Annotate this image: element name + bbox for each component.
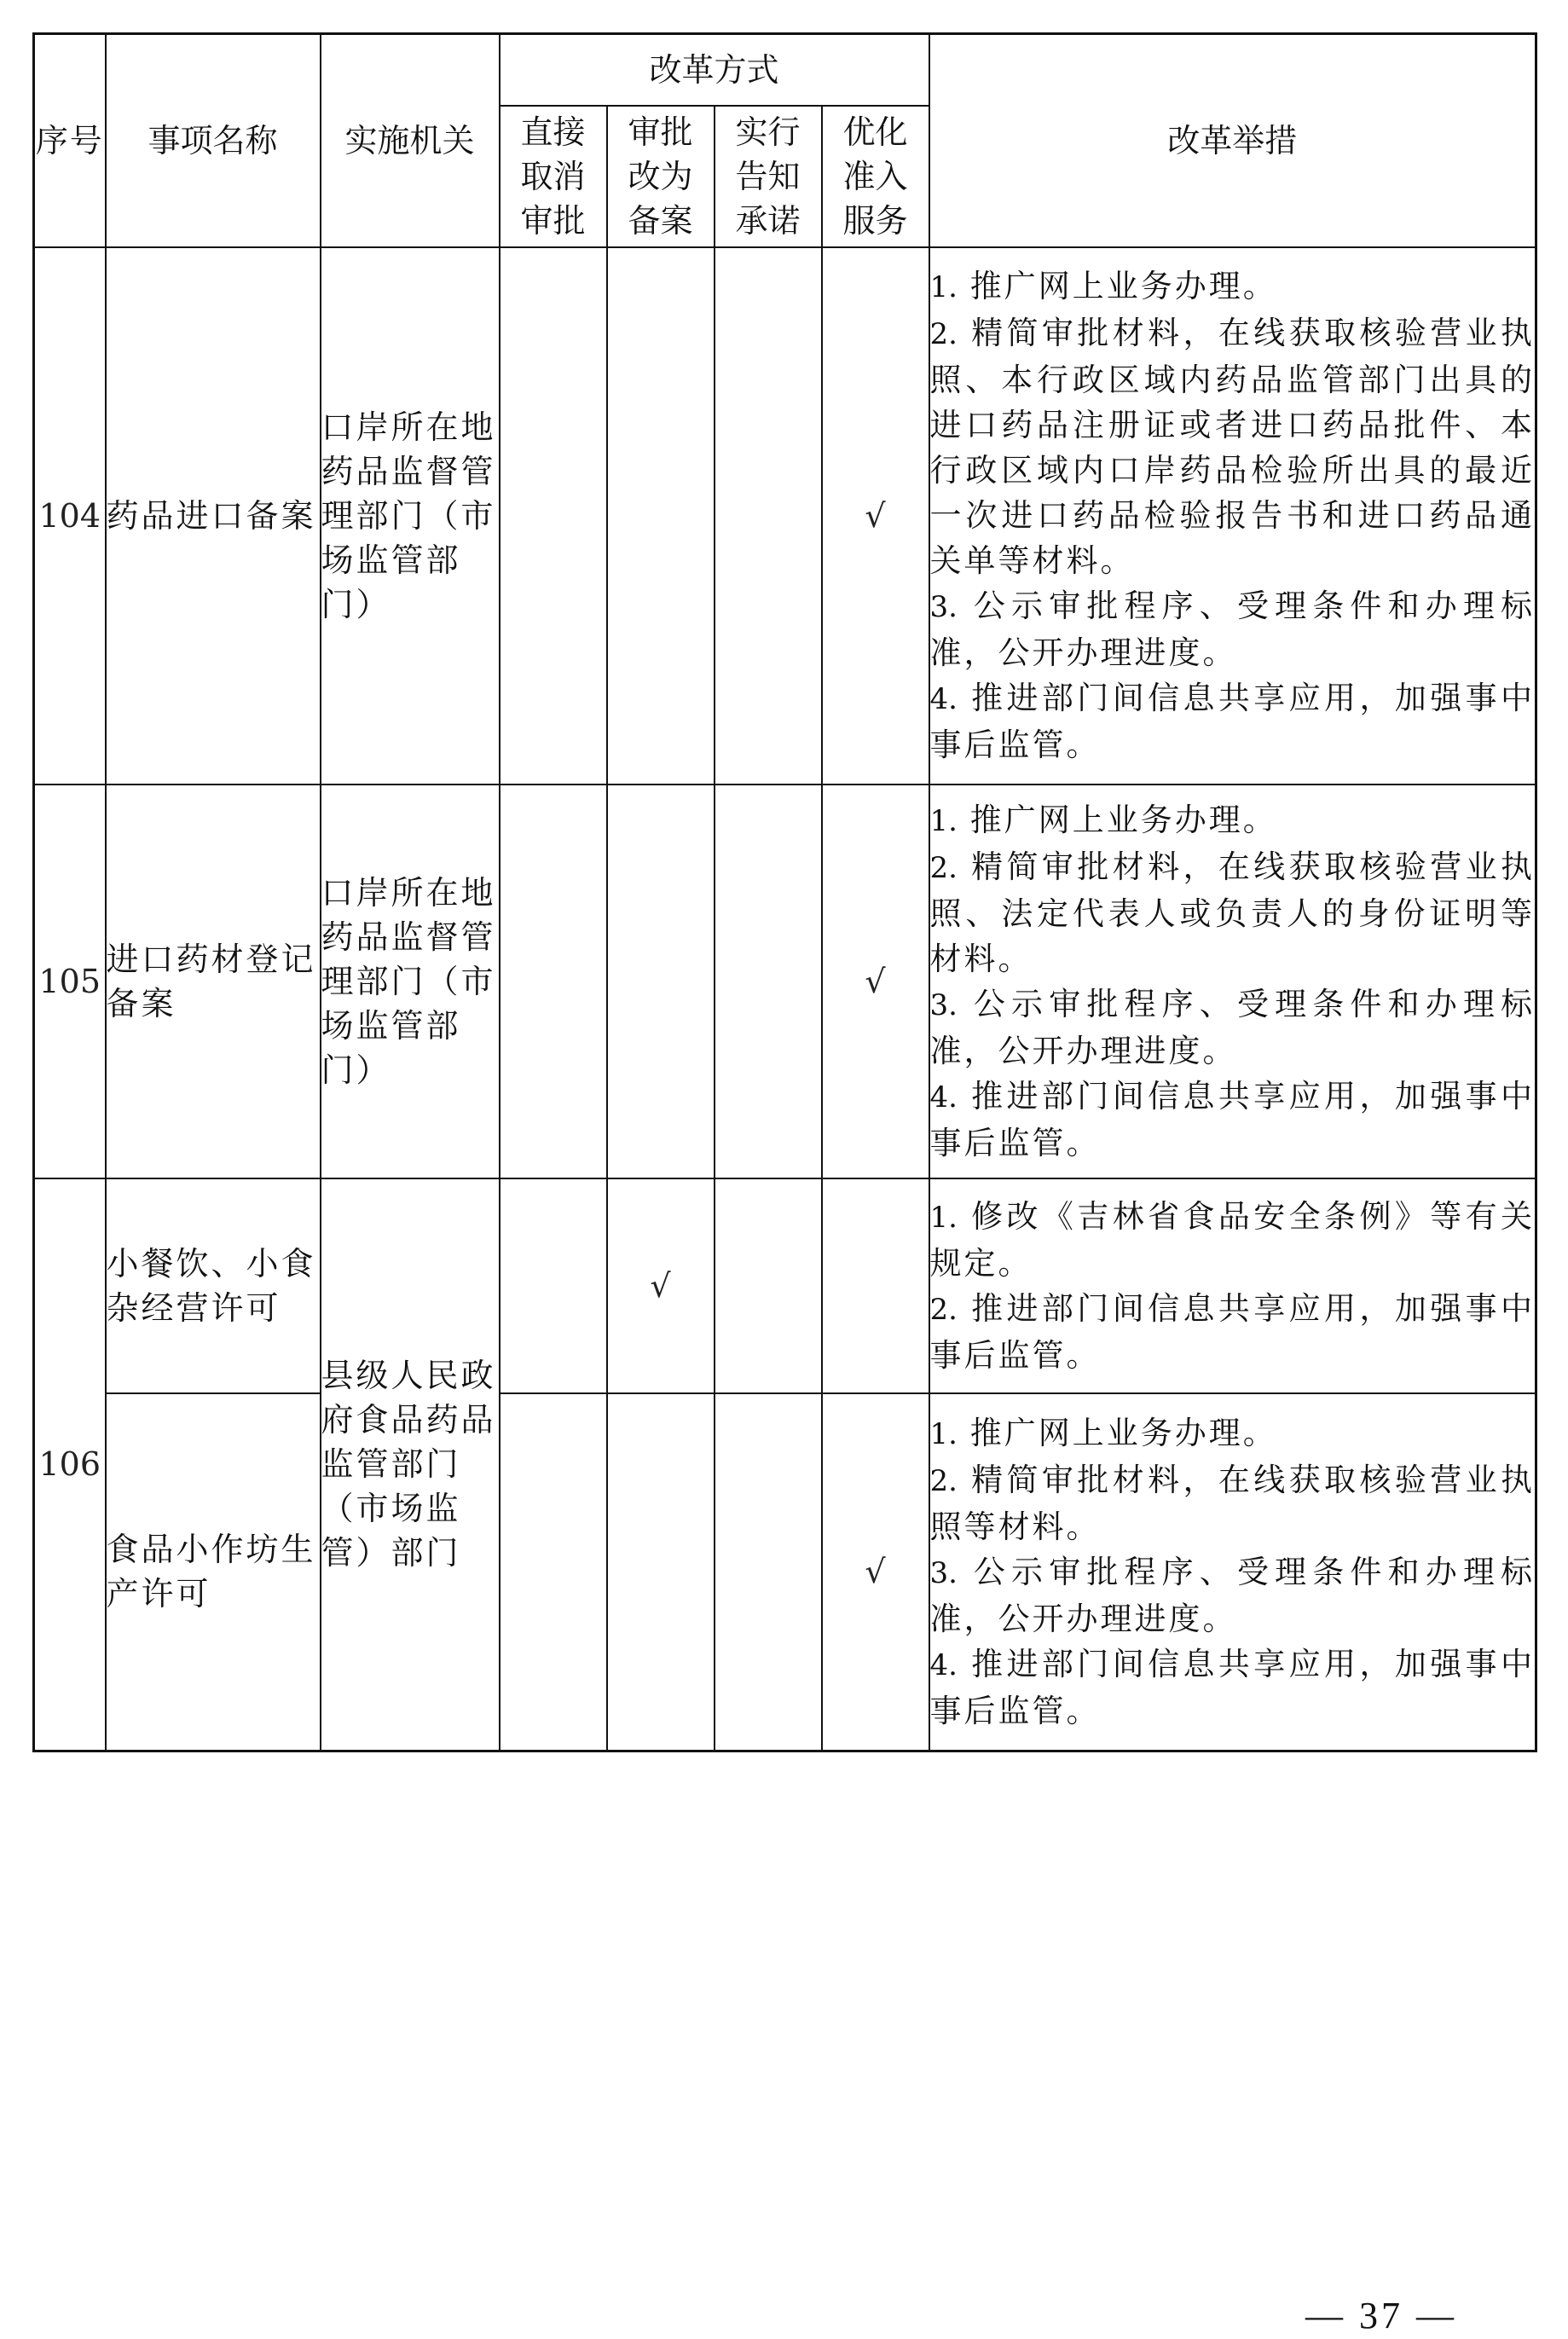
measure-item: 4. 推进部门间信息共享应用，加强事中事后监管。	[929, 1077, 1536, 1161]
header-mode-filing: 审批 改为 备案	[607, 106, 715, 247]
row-seq: 106	[34, 1178, 106, 1751]
row-agency: 口岸所在地药品监督管理部门（市场监管部门）	[321, 247, 500, 784]
row-measures	[929, 1178, 1536, 1393]
mark-filing: √	[607, 1178, 715, 1393]
header-agency: 实施机关	[321, 34, 500, 247]
row-agency: 口岸所在地药品监督管理部门（市场监管部门）	[321, 784, 500, 1178]
measure-item: 4. 推进部门间信息共享应用，加强事中事后监管。	[929, 680, 1536, 763]
mark-filing	[607, 784, 715, 1178]
header-mode-commitment: 实行 告知 承诺	[715, 106, 822, 247]
row-measures	[929, 784, 1536, 1178]
mark-optimize: √	[822, 247, 929, 784]
row-agency: 县级人民政府食品药品监管部门（市场监管）部门	[321, 1178, 500, 1751]
table-row	[34, 1178, 1536, 1393]
mark-commitment	[715, 1393, 822, 1751]
measure-item: 3. 公示审批程序、受理条件和办理标准，公开办理进度。	[929, 985, 1536, 1069]
row-item-name: 进口药材登记备案	[106, 784, 321, 1178]
measure-item: 4. 推进部门间信息共享应用，加强事中事后监管。	[929, 1645, 1536, 1729]
page-number: — 37 —	[1305, 2295, 1457, 2336]
table-row	[34, 247, 1536, 784]
reform-measures-table	[32, 32, 1537, 1752]
measure-item: 2. 推进部门间信息共享应用，加强事中事后监管。	[929, 1289, 1536, 1374]
header-seq: 序号	[34, 34, 106, 247]
measure-item: 2. 精简审批材料，在线获取核验营业执照、法定代表人或负责人的身份证明等材料。	[929, 848, 1536, 977]
mark-filing	[607, 247, 715, 784]
mark-commitment	[715, 247, 822, 784]
row-seq: 105	[34, 784, 106, 1178]
header-mode-cancel: 直接 取消 审批	[500, 106, 607, 247]
measure-item: 3. 公示审批程序、受理条件和办理标准，公开办理进度。	[929, 1553, 1536, 1637]
mark-cancel	[500, 1393, 607, 1751]
mark-optimize	[822, 1178, 929, 1393]
mark-cancel	[500, 247, 607, 784]
mark-cancel	[500, 1178, 607, 1393]
row-item-name: 小餐饮、小食杂经营许可	[106, 1178, 321, 1393]
measure-item: 2. 精简审批材料，在线获取核验营业执照等材料。	[929, 1461, 1536, 1545]
measure-item: 1. 推广网上业务办理。	[929, 801, 1277, 838]
header-item-name: 事项名称	[106, 34, 321, 247]
table-row	[34, 1393, 1536, 1751]
table-row	[34, 784, 1536, 1178]
mark-optimize: √	[822, 784, 929, 1178]
mark-commitment	[715, 784, 822, 1178]
mark-optimize: √	[822, 1393, 929, 1751]
header-reform-mode: 改革方式	[500, 34, 929, 106]
row-item-name: 药品进口备案	[106, 247, 321, 784]
header-measures: 改革举措	[929, 34, 1536, 247]
measure-item: 3. 公示审批程序、受理条件和办理标准，公开办理进度。	[929, 588, 1536, 671]
row-item-name: 食品小作坊生产许可	[106, 1393, 321, 1751]
mark-commitment	[715, 1178, 822, 1393]
measure-item: 1. 推广网上业务办理。	[929, 1414, 1277, 1451]
measure-item: 1. 推广网上业务办理。	[929, 268, 1277, 304]
row-measures	[929, 247, 1536, 784]
mark-filing	[607, 1393, 715, 1751]
header-mode-optimize: 优化 准入 服务	[822, 106, 929, 247]
measure-item: 1. 修改《吉林省食品安全条例》等有关规定。	[929, 1197, 1536, 1282]
mark-cancel	[500, 784, 607, 1178]
row-measures	[929, 1393, 1536, 1751]
measure-item: 2. 精简审批材料，在线获取核验营业执照、本行政区域内药品监管部门出具的进口药品注册证或者进口药品批件、本行政区域内口岸药品检验所出具的最近一次进口药品检验报告书和进口药品通关单等材料。	[929, 315, 1536, 579]
row-seq: 104	[34, 247, 106, 784]
